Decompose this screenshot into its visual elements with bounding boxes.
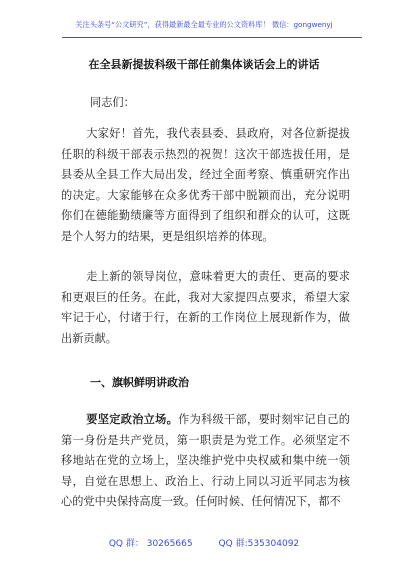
footer-contact	[0, 536, 408, 549]
promo-banner: 关注头条号“公文研究”，获得最新最全最专业的公文资料库！ 微信：gongwenyj	[75, 20, 333, 29]
paragraph-requirements	[61, 267, 350, 349]
section-heading: 一、旗帜鲜明讲政治	[90, 376, 189, 389]
paragraph-lead: 要坚定政治立场。	[86, 412, 179, 426]
paragraph-text: 走上新的领导岗位，意味着更大的责任、更高的要求和更艰巨的任务。在此，我对大家提四点要求，希望大家牢记于心，付诸于行，在新的工作岗位上展现新作为，做出新贡献。	[61, 270, 350, 345]
header-divider	[62, 37, 362, 38]
paragraph-opening	[61, 124, 350, 247]
footer-qq-group-2: QQ 群:535304092	[218, 539, 300, 549]
document-title: 在全县新提拔科级干部任前集体谈话会上的讲话	[88, 58, 320, 71]
paragraph-text: 大家好！首先，我代表县委、县政府，对各位新提拔任职的科级干部表示热烈的祝贺！这次干部选拔任用，是县委从全县工作大局出发，经过全面考察、慎重研究作出的决定。大家能够在众多优秀干部中脱颖而出，充分说明你们在德能勤绩廉等方面得到了组织和群众的认可，这既是个人努力的结果，更是组织培养的体现。	[61, 127, 350, 243]
salutation: 同志们：	[90, 96, 135, 109]
paragraph-text: 作为科级干部，要时刻牢记自己的第一身份是共产党员，第一职责是为党工作。必须坚定不移地站在党的立场上，坚决维护党中央权威和集中统一领导，自觉在思想上、政治上、行动上同以习近平同志为核心的党中央保持高度一致。任何时候、任何情况下，都不	[61, 413, 350, 508]
paragraph-political-stance	[61, 409, 350, 513]
footer-qq-group-1: QQ 群： 30265665	[108, 539, 193, 549]
